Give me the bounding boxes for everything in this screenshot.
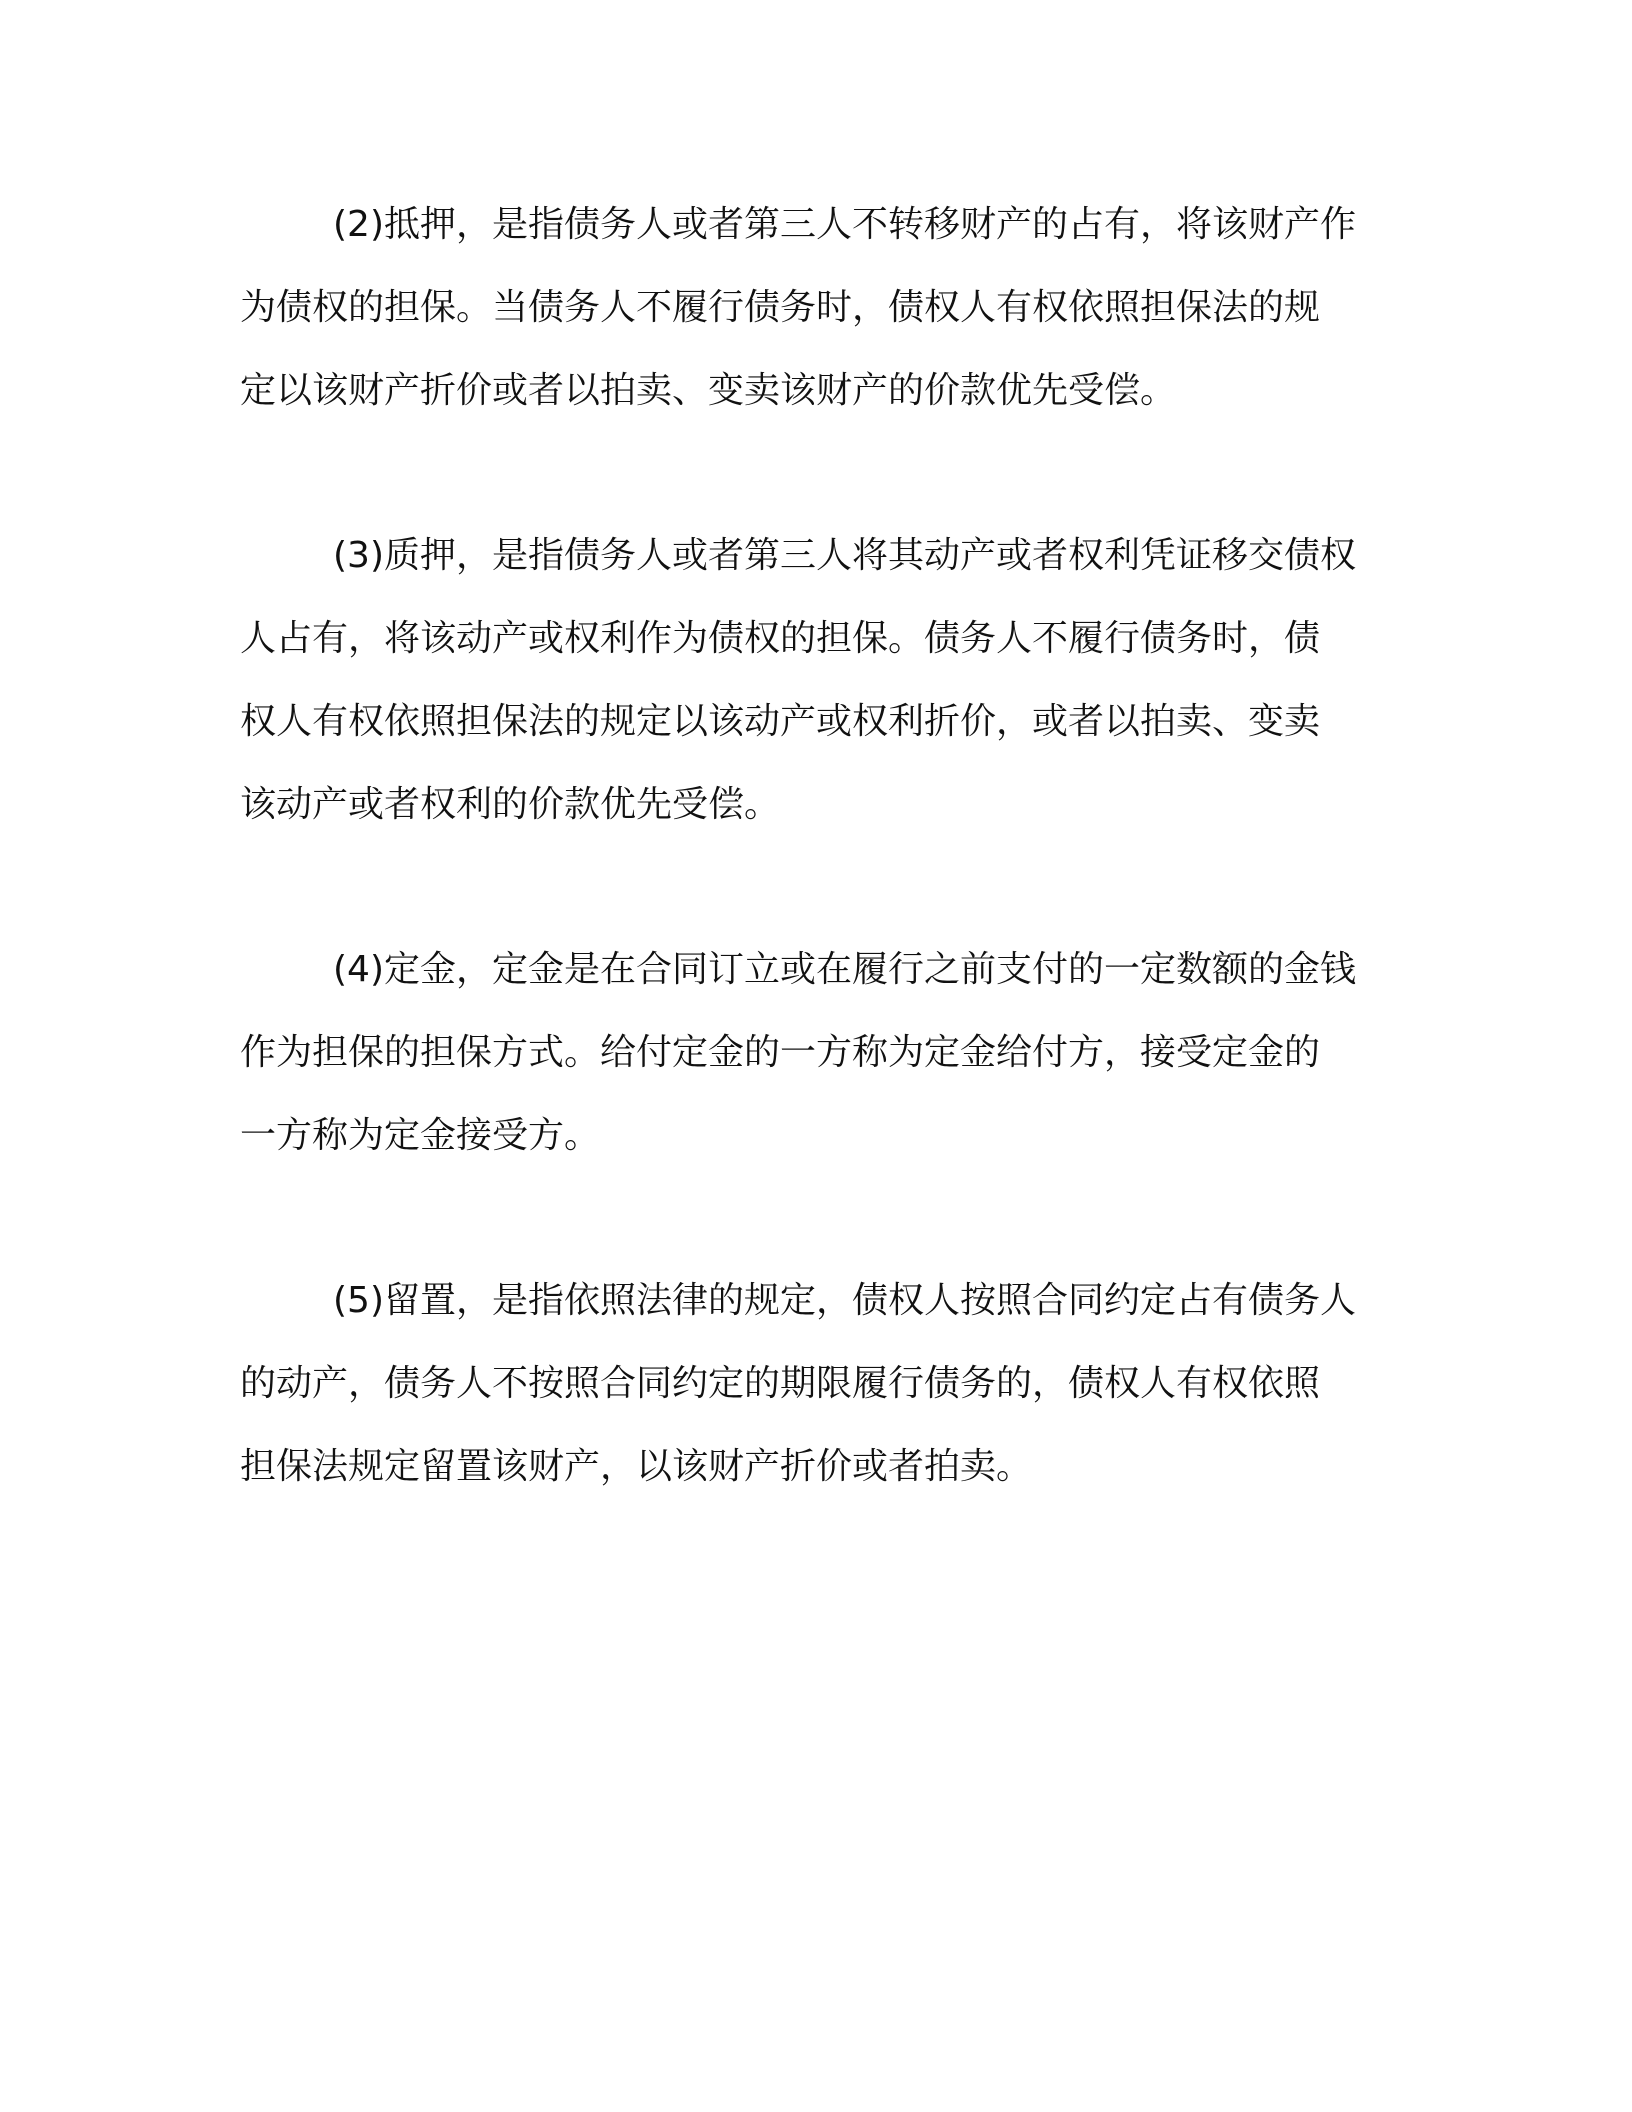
paragraph-line: (4)定金，定金是在合同订立或在履行之前支付的一定数额的金钱 bbox=[333, 949, 1356, 990]
paragraph-line: (3)质押，是指债务人或者第三人将其动产或者权利凭证移交债权 bbox=[333, 535, 1356, 576]
paragraph-line: 权人有权依照担保法的规定以该动产或权利折价，或者以拍卖、变卖 bbox=[240, 701, 1321, 742]
paragraph-deposit bbox=[240, 928, 1388, 1177]
paragraph-line: 定以该财产折价或者以拍卖、变卖该财产的价款优先受偿。 bbox=[240, 370, 1177, 411]
paragraph-line: 的动产，债务人不按照合同约定的期限履行债务的，债权人有权依照 bbox=[240, 1363, 1321, 1404]
paragraph-line: 一方称为定金接受方。 bbox=[240, 1115, 601, 1156]
paragraph-lien bbox=[240, 1259, 1388, 1508]
paragraph-line: (5)留置，是指依照法律的规定，债权人按照合同约定占有债务人 bbox=[333, 1280, 1356, 1321]
paragraph-line: (2)抵押，是指债务人或者第三人不转移财产的占有，将该财产作 bbox=[333, 204, 1356, 245]
paragraph-line: 担保法规定留置该财产，以该财产折价或者拍卖。 bbox=[240, 1446, 1033, 1487]
paragraph-mortgage bbox=[240, 183, 1388, 432]
paragraph-line: 为债权的担保。当债务人不履行债务时，债权人有权依照担保法的规 bbox=[240, 287, 1321, 328]
paragraph-line: 作为担保的担保方式。给付定金的一方称为定金给付方，接受定金的 bbox=[240, 1032, 1321, 1073]
document-body bbox=[240, 183, 1388, 1590]
paragraph-line: 人占有，将该动产或权利作为债权的担保。债务人不履行债务时，债 bbox=[240, 618, 1321, 659]
paragraph-pledge bbox=[240, 514, 1388, 846]
paragraph-line: 该动产或者权利的价款优先受偿。 bbox=[240, 784, 781, 825]
